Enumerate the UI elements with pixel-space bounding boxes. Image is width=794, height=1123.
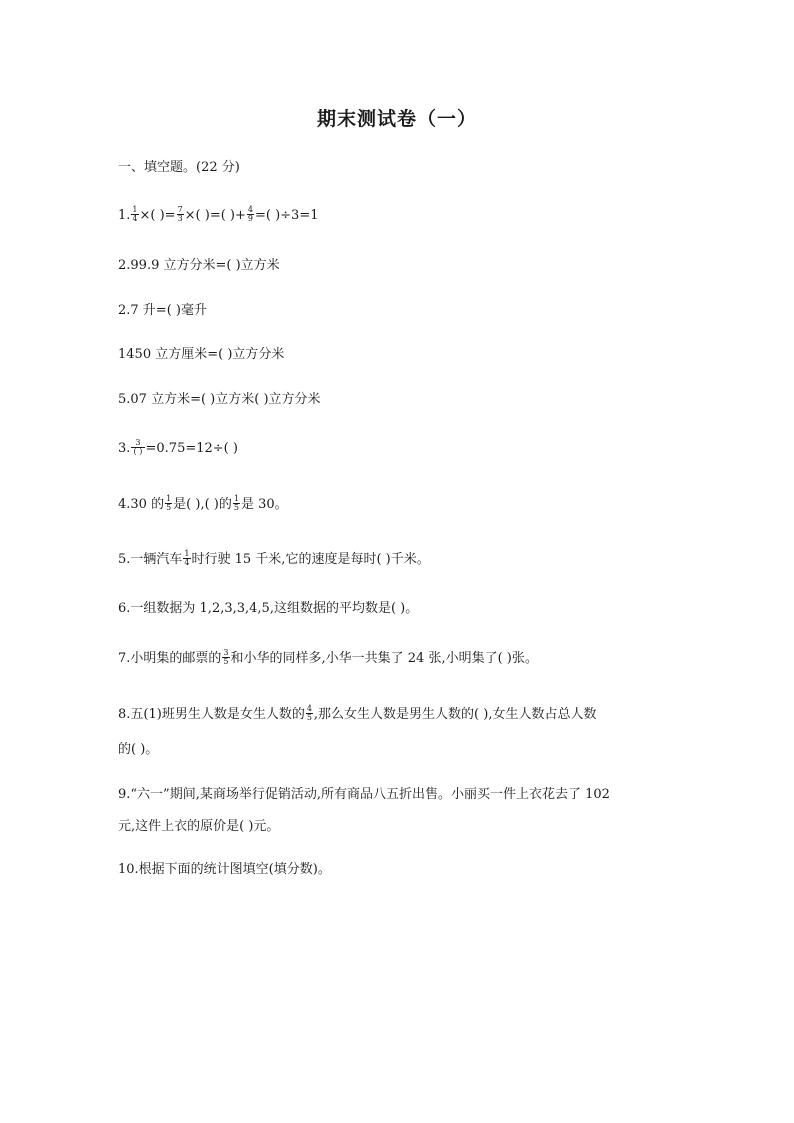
question-7 bbox=[118, 650, 538, 668]
q4-text-c: 是 30。 bbox=[240, 497, 288, 512]
q4-text-b: 是( ),( )的 bbox=[173, 497, 232, 512]
fraction bbox=[131, 206, 138, 223]
q1-text-d: =( )÷3=1 bbox=[254, 208, 319, 223]
question-8-continued: 的( )。 bbox=[118, 742, 159, 757]
question-5 bbox=[118, 551, 430, 569]
question-6: 6.一组数据为 1,2,3,3,4,5,这组数据的平均数是( )。 bbox=[118, 601, 419, 616]
fraction bbox=[165, 495, 172, 512]
q1-text-b: ×( )= bbox=[139, 208, 176, 223]
numerator: 7 bbox=[177, 205, 183, 214]
numerator: 4 bbox=[247, 205, 253, 214]
denominator: 4 bbox=[132, 214, 138, 223]
question-10: 10.根据下面的统计图填空(填分数)。 bbox=[118, 862, 331, 877]
fraction bbox=[183, 550, 190, 567]
q8-text-b: ,那么女生人数是男生人数的( ),女生人数占总人数 bbox=[313, 707, 597, 722]
denominator: 9 bbox=[247, 214, 253, 223]
q4-text-a: 4.30 的 bbox=[118, 497, 165, 512]
numerator: 4 bbox=[306, 704, 312, 713]
fraction bbox=[131, 439, 144, 456]
denominator: 5 bbox=[166, 503, 172, 512]
question-8 bbox=[118, 706, 596, 724]
page-title: 期末测试卷（一） bbox=[316, 108, 477, 130]
question-2a: 2.99.9 立方分米=( )立方米 bbox=[118, 258, 280, 273]
q1-text-c: ×( )=( )+ bbox=[184, 208, 246, 223]
q5-text-a: 5.一辆汽车 bbox=[118, 552, 183, 567]
q7-text-b: 和小华的同样多,小华一共集了 24 张,小明集了( )张。 bbox=[230, 651, 538, 666]
q3-text-b: =0.75=12÷( ) bbox=[145, 441, 238, 456]
q8-text-a: 8.五(1)班男生人数是女生人数的 bbox=[118, 707, 305, 722]
q3-text-a: 3. bbox=[118, 441, 131, 456]
question-9-continued: 元,这件上衣的原价是( )元。 bbox=[118, 819, 280, 834]
numerator: 1 bbox=[132, 205, 138, 214]
numerator: 3 bbox=[223, 648, 229, 657]
numerator: 1 bbox=[184, 549, 190, 558]
q7-text-a: 7.小明集的邮票的 bbox=[118, 651, 222, 666]
question-1 bbox=[118, 207, 318, 225]
q1-text-a: 1. bbox=[118, 208, 131, 223]
question-3 bbox=[118, 440, 238, 458]
denominator: 5 bbox=[306, 713, 312, 722]
fraction bbox=[233, 495, 240, 512]
fraction bbox=[177, 206, 184, 223]
denominator: 4 bbox=[184, 558, 190, 567]
denominator: 3 bbox=[177, 214, 183, 223]
question-2d: 5.07 立方米=( )立方米( )立方分米 bbox=[118, 392, 321, 407]
numerator: 1 bbox=[233, 494, 239, 503]
question-4 bbox=[118, 496, 288, 514]
fraction bbox=[247, 206, 254, 223]
denominator: 5 bbox=[233, 503, 239, 512]
question-2c: 1450 立方厘米=( )立方分米 bbox=[118, 347, 285, 362]
question-2b: 2.7 升=( )毫升 bbox=[118, 303, 207, 318]
fraction bbox=[222, 649, 229, 666]
section-heading: 一、填空题。(22 分) bbox=[118, 160, 240, 175]
numerator: 3 bbox=[131, 439, 144, 448]
numerator: 1 bbox=[166, 494, 172, 503]
q5-text-b: 时行驶 15 千米,它的速度是每时( )千米。 bbox=[191, 552, 430, 567]
question-9: 9.“六一”期间,某商场举行促销活动,所有商品八五折出售。小丽买一件上衣花去了 102 bbox=[118, 787, 610, 802]
denominator: ( ) bbox=[133, 447, 143, 456]
fraction bbox=[306, 705, 313, 722]
denominator: 5 bbox=[223, 657, 229, 666]
